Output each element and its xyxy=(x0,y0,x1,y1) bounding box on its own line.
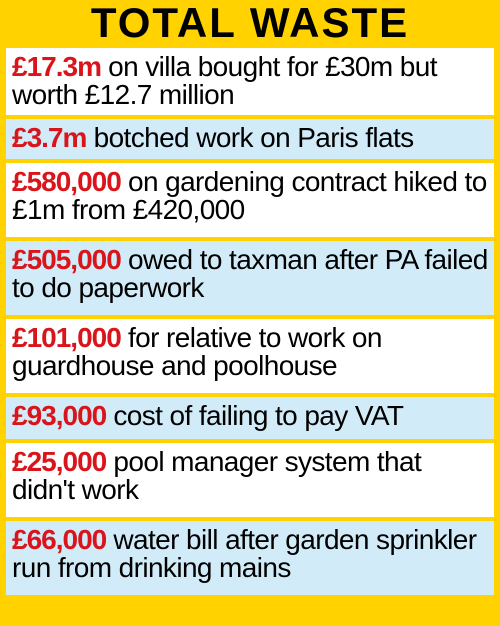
item-amount: £93,000 xyxy=(12,400,107,431)
list-item xyxy=(6,443,494,517)
item-amount: £580,000 xyxy=(12,166,121,197)
item-description: cost of failing to pay VAT xyxy=(113,400,404,431)
list-item xyxy=(6,119,494,159)
list-item xyxy=(6,319,494,393)
list-item xyxy=(6,163,494,237)
item-amount: £17.3m xyxy=(12,51,101,82)
item-description: owed to taxman after PA failed to do paperwork xyxy=(12,244,488,303)
item-amount: £66,000 xyxy=(12,524,107,555)
item-amount: £3.7m xyxy=(12,122,87,153)
list-item xyxy=(6,397,494,439)
item-amount: £25,000 xyxy=(12,446,107,477)
item-description: on villa bought for £30m but worth £12.7 million xyxy=(12,51,437,110)
item-amount: £505,000 xyxy=(12,244,121,275)
waste-list xyxy=(6,48,494,599)
panel-title: TOTAL WASTE xyxy=(90,0,410,46)
list-item xyxy=(6,241,494,315)
item-amount: £101,000 xyxy=(12,322,121,353)
item-description: for relative to work on guardhouse and poolhouse xyxy=(12,322,382,381)
item-description: water bill after garden sprinkler run from drinking mains xyxy=(12,524,477,583)
item-description: pool manager system that didn't work xyxy=(12,446,422,505)
item-description: botched work on Paris flats xyxy=(93,122,414,153)
item-description: on gardening contract hiked to £1m from £420,000 xyxy=(12,166,487,225)
list-item xyxy=(6,48,494,115)
list-item xyxy=(6,521,494,595)
